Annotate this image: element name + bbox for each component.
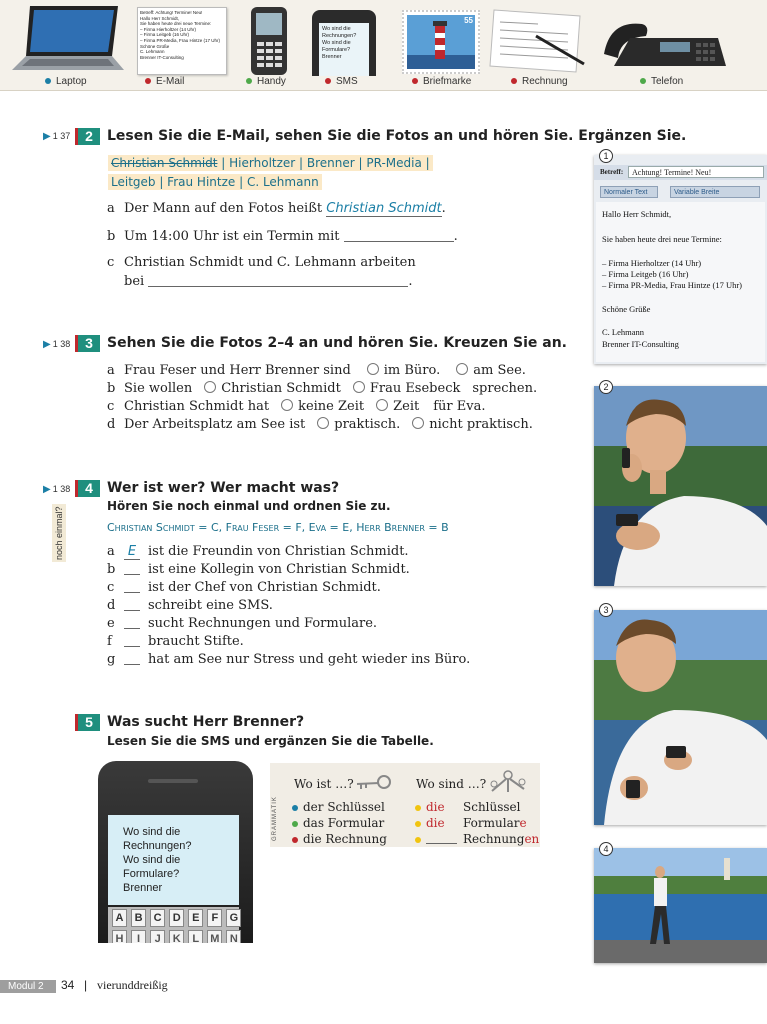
item-text: hat am See nur Stress und geht wieder ins Büro. xyxy=(148,652,471,667)
exercise-4-title: Wer ist wer? Wer macht was? xyxy=(107,480,340,496)
sms-thumb-line: Brenner xyxy=(322,54,342,60)
sms-screen xyxy=(108,815,239,905)
email-printout-image xyxy=(137,7,227,75)
option-label: nicht praktisch. xyxy=(429,417,533,432)
item-text: sucht Rechnungen und Formulare. xyxy=(148,616,378,631)
exercise-number-5: 5 xyxy=(75,714,100,731)
item-text: Sie wollen xyxy=(124,381,193,396)
footer-separator: | xyxy=(84,978,88,992)
item-text: ist der Chef von Christian Schmidt. xyxy=(148,580,381,595)
answer-blank[interactable] xyxy=(148,273,408,287)
key[interactable]: K xyxy=(169,930,184,943)
item-label: g xyxy=(107,652,116,667)
email-body xyxy=(596,202,765,362)
ex2-item-a xyxy=(107,201,446,216)
ex2-item-c xyxy=(107,255,416,270)
audio-track-ex3[interactable]: ▶ 1 38 xyxy=(43,339,71,350)
bullet-dot-icon xyxy=(246,78,252,84)
answer-blank[interactable] xyxy=(124,580,140,593)
email-thumb-line: – Firma Leitgeb (16 Uhr) xyxy=(140,32,190,38)
grammar-row: der Schlüssel xyxy=(292,800,385,814)
item-label: a xyxy=(107,201,115,216)
smartphone-sms-image xyxy=(312,10,376,76)
word-box-line-2: Leitgeb | Frau Hintze | C. Lehmann xyxy=(108,174,322,190)
option-label: Christian Schmidt xyxy=(221,381,341,396)
bullet-dot-icon xyxy=(325,78,331,84)
ex3-item-b xyxy=(107,381,537,396)
key[interactable]: F xyxy=(207,909,222,927)
module-badge: Modul 2 xyxy=(0,980,56,993)
photo-number-1: 1 xyxy=(599,149,613,163)
option-label: am See. xyxy=(473,363,526,378)
caption-telefon: Telefon xyxy=(640,76,683,87)
photo-number-4: 4 xyxy=(599,842,613,856)
item-text: bei xyxy=(124,274,149,289)
ex4-item-g xyxy=(107,652,470,667)
email-thumb-line: C. Lehmann xyxy=(140,49,165,55)
bullet-dot-icon xyxy=(145,78,151,84)
ex4-item-a xyxy=(107,544,409,560)
item-label: c xyxy=(107,399,115,414)
caption-laptop: Laptop xyxy=(45,76,87,87)
play-icon: ▶ xyxy=(43,339,51,350)
radio-option[interactable] xyxy=(281,399,293,411)
grammar-plural-row: die Formulare xyxy=(415,816,527,830)
radio-option[interactable] xyxy=(456,363,468,375)
key[interactable]: N xyxy=(226,930,241,943)
radio-option[interactable] xyxy=(353,381,365,393)
item-text: Frau Feser und Herr Brenner sind xyxy=(124,363,351,378)
key[interactable]: L xyxy=(188,930,203,943)
item-label: d xyxy=(107,417,116,432)
caption-rechnung: Rechnung xyxy=(511,76,568,87)
email-thumb-line: – Firma Hierholtzer (14 Uhr) xyxy=(140,26,197,32)
item-label: f xyxy=(107,634,112,649)
keyboard-row-2 xyxy=(112,930,242,943)
word-struck: Christian Schmidt xyxy=(111,156,218,170)
item-end: sprechen. xyxy=(472,381,538,396)
bullet-dot-icon xyxy=(292,805,298,811)
radio-option[interactable] xyxy=(367,363,379,375)
key[interactable]: E xyxy=(188,909,203,927)
laptop-image xyxy=(8,4,124,76)
item-label: c xyxy=(107,580,115,595)
side-tag xyxy=(52,504,66,562)
sms-line: Formulare? xyxy=(123,868,180,880)
item-text: Der Arbeitsplatz am See ist xyxy=(124,417,306,432)
item-end: . xyxy=(441,201,446,216)
grammar-tag: GRAMMATIK xyxy=(272,796,278,841)
stamp-value: 55 xyxy=(464,16,473,25)
grammar-box xyxy=(270,763,540,847)
bullet-dot-icon xyxy=(292,821,298,827)
handwritten-answer[interactable]: E xyxy=(124,544,140,560)
key[interactable]: B xyxy=(131,909,146,927)
email-thumb-line: – Firma PR-Media, Frau Hintze (17 Uhr) xyxy=(140,37,221,43)
page-word: vierunddreißig xyxy=(97,978,168,992)
ex3-item-c xyxy=(107,399,485,414)
photo-2-man-phoning xyxy=(594,386,767,586)
email-line: Brenner IT-Consulting xyxy=(602,339,679,349)
caption-sms: SMS xyxy=(325,76,358,87)
answer-blank[interactable] xyxy=(426,832,457,844)
stamp-image xyxy=(402,10,480,74)
answer-blank[interactable] xyxy=(124,652,140,665)
email-line: – Firma Leitgeb (16 Uhr) xyxy=(602,269,689,279)
item-label: c xyxy=(107,255,115,270)
page-number: 34 xyxy=(61,978,75,992)
radio-option[interactable] xyxy=(376,399,388,411)
exercise-4-subtitle: Hören Sie noch einmal und ordnen Sie zu. xyxy=(107,499,391,513)
item-label: a xyxy=(107,363,115,378)
email-thumb-line: Betreff: Achtung! Termine! Neu! xyxy=(140,10,203,15)
side-tag-label: noch einmal? xyxy=(54,506,64,560)
exercise-5-subtitle: Lesen Sie die SMS und ergänzen Sie die Tabelle. xyxy=(107,734,434,748)
key[interactable]: H xyxy=(112,930,127,943)
play-icon: ▶ xyxy=(43,131,51,142)
item-label: e xyxy=(107,616,115,631)
key[interactable]: G xyxy=(226,909,241,927)
bullet-dot-icon xyxy=(415,821,421,827)
exercise-number-2: 2 xyxy=(75,128,100,145)
email-thumb-line: Sie haben heute drei neue Termine: xyxy=(140,21,212,27)
keyboard-row-1 xyxy=(112,909,242,927)
bullet-dot-icon xyxy=(45,78,51,84)
sms-message xyxy=(123,825,192,895)
photo-number-2: 2 xyxy=(599,380,613,394)
person-key: Christian Schmidt = C, Frau Feser = F, Eva = E, Herr Brenner = B xyxy=(107,521,449,534)
answer-blank[interactable] xyxy=(124,634,140,647)
ex3-item-d xyxy=(107,417,533,432)
grammar-col2-head: Wo sind …? xyxy=(416,777,487,791)
photo-3-man-texting xyxy=(594,610,767,825)
bullet-dot-icon xyxy=(415,805,421,811)
email-thumb-line: Brenner IT-Consulting xyxy=(140,54,184,60)
exercise-3-title: Sehen Sie die Fotos 2–4 an und hören Sie. Kreuzen Sie an. xyxy=(107,335,568,351)
option-label: Zeit xyxy=(393,399,420,414)
email-line: Schöne Grüße xyxy=(602,304,651,314)
grammar-col1-head: Wo ist …? xyxy=(294,777,354,791)
email-line: – Firma Hierholtzer (14 Uhr) xyxy=(602,258,702,268)
grammar-plural-row: die Schlüssel xyxy=(415,800,521,814)
caption-briefmarke: Briefmarke xyxy=(412,76,471,87)
email-thumb-line: Hallo Herr Schmidt, xyxy=(140,15,180,21)
handwritten-answer[interactable]: Christian Schmidt xyxy=(326,201,442,216)
vocabulary-strip xyxy=(0,0,767,91)
sms-thumb-line: Rechnungen? xyxy=(322,33,357,39)
key-icon xyxy=(354,775,392,791)
word-box-line-1 xyxy=(108,155,433,171)
photo-number-3: 3 xyxy=(599,603,613,617)
option-label: keine Zeit xyxy=(298,399,365,414)
ex2-item-b xyxy=(107,228,458,244)
grammar-row: das Formular xyxy=(292,816,384,830)
bullet-dot-icon xyxy=(415,837,421,843)
sms-line: Wo sind die xyxy=(123,854,181,866)
ex4-item-b xyxy=(107,562,410,577)
email-line: C. Lehmann xyxy=(602,327,645,337)
key[interactable]: M xyxy=(207,930,222,943)
speaker-grill xyxy=(148,779,198,783)
mobile-phone-image xyxy=(249,6,289,76)
play-icon: ▶ xyxy=(43,484,51,495)
email-subject-label: Betreff: xyxy=(600,168,624,176)
smartphone-image xyxy=(98,761,253,943)
width-dropdown[interactable]: Variable Breite xyxy=(670,186,760,198)
item-label: a xyxy=(107,544,115,559)
item-text: ist eine Kollegin von Christian Schmidt. xyxy=(148,562,410,577)
answer-blank[interactable] xyxy=(124,598,140,611)
ex2-item-c-line2 xyxy=(124,273,412,289)
bullet-dot-icon xyxy=(511,78,517,84)
option-label: praktisch. xyxy=(334,417,401,432)
key[interactable]: A xyxy=(112,909,127,927)
exercise-number-4: 4 xyxy=(75,480,100,497)
radio-option[interactable] xyxy=(317,417,329,429)
keyboard xyxy=(108,907,239,943)
sms-thumb-line: Wo sind die xyxy=(322,40,351,46)
item-end: . xyxy=(453,229,458,244)
email-line: Sie haben heute drei neue Termine: xyxy=(602,234,722,244)
bullet-dot-icon xyxy=(292,837,298,843)
item-text: Christian Schmidt und C. Lehmann arbeiten xyxy=(124,255,416,270)
email-thumb-line: Schöne Grüße xyxy=(140,43,170,49)
option-label: im Büro. xyxy=(383,363,441,378)
answer-blank[interactable] xyxy=(344,228,454,242)
invoice-image xyxy=(488,6,588,76)
email-line: Hallo Herr Schmidt, xyxy=(602,209,672,219)
ex4-item-e xyxy=(107,616,377,631)
exercise-2-title: Lesen Sie die E-Mail, sehen Sie die Fotos an und hören Sie. Ergänzen Sie. xyxy=(107,128,687,144)
item-text: Um 14:00 Uhr ist ein Termin mit xyxy=(124,229,344,244)
sms-line: Brenner xyxy=(123,882,163,894)
sms-line: Rechnungen? xyxy=(123,840,192,852)
item-text: schreibt eine SMS. xyxy=(148,598,273,613)
item-text: Christian Schmidt hat xyxy=(124,399,270,414)
item-text: Der Mann auf den Fotos heißt xyxy=(124,201,327,216)
keys-bunch-icon xyxy=(486,769,530,793)
item-end: für Eva. xyxy=(433,399,486,414)
grammar-row: die Rechnung xyxy=(292,832,387,846)
bullet-dot-icon xyxy=(640,78,646,84)
caption-email: E-Mail xyxy=(145,76,184,87)
item-label: b xyxy=(107,562,116,577)
caption-handy: Handy xyxy=(246,76,286,87)
sms-thumb-line: Wo sind die xyxy=(322,26,351,32)
item-text: ist die Freundin von Christian Schmidt. xyxy=(148,544,409,559)
key[interactable]: I xyxy=(131,930,146,943)
item-text: braucht Stifte. xyxy=(148,634,244,649)
exercise-number-3: 3 xyxy=(75,335,100,352)
bullet-dot-icon xyxy=(412,78,418,84)
ex4-item-f xyxy=(107,634,244,649)
item-label: b xyxy=(107,229,116,244)
answer-blank[interactable] xyxy=(124,562,140,575)
desk-telephone-image xyxy=(600,14,730,72)
option-label: Frau Esebeck xyxy=(369,381,461,396)
item-end: . xyxy=(408,274,413,289)
item-label: d xyxy=(107,598,116,613)
exercise-5-title: Was sucht Herr Brenner? xyxy=(107,714,305,730)
answer-blank[interactable] xyxy=(124,616,140,629)
ex4-item-c xyxy=(107,580,381,595)
ex3-item-a xyxy=(107,363,526,378)
item-label: b xyxy=(107,381,116,396)
email-line: – Firma PR-Media, Frau Hintze (17 Uhr) xyxy=(602,280,742,290)
grammar-plural-row: Rechnungen xyxy=(415,832,539,846)
audio-track-ex2[interactable]: ▶ 1 37 xyxy=(43,131,71,142)
key[interactable]: C xyxy=(150,909,165,927)
ex4-item-d xyxy=(107,598,273,613)
email-subject-field[interactable]: Achtung! Termine! Neu! xyxy=(628,166,764,178)
key[interactable]: D xyxy=(169,909,184,927)
word-list: | Hierholtzer | Brenner | PR-Media | xyxy=(217,156,430,170)
audio-track-ex4[interactable]: ▶ 1 38 xyxy=(43,484,71,495)
photo-4-man-at-lake xyxy=(594,848,767,963)
sms-line: Wo sind die xyxy=(123,826,181,838)
key[interactable]: J xyxy=(150,930,165,943)
radio-option[interactable] xyxy=(412,417,424,429)
radio-option[interactable] xyxy=(204,381,216,393)
format-dropdown[interactable]: Normaler Text xyxy=(600,186,658,198)
sms-thumb-line: Formulare? xyxy=(322,47,351,53)
